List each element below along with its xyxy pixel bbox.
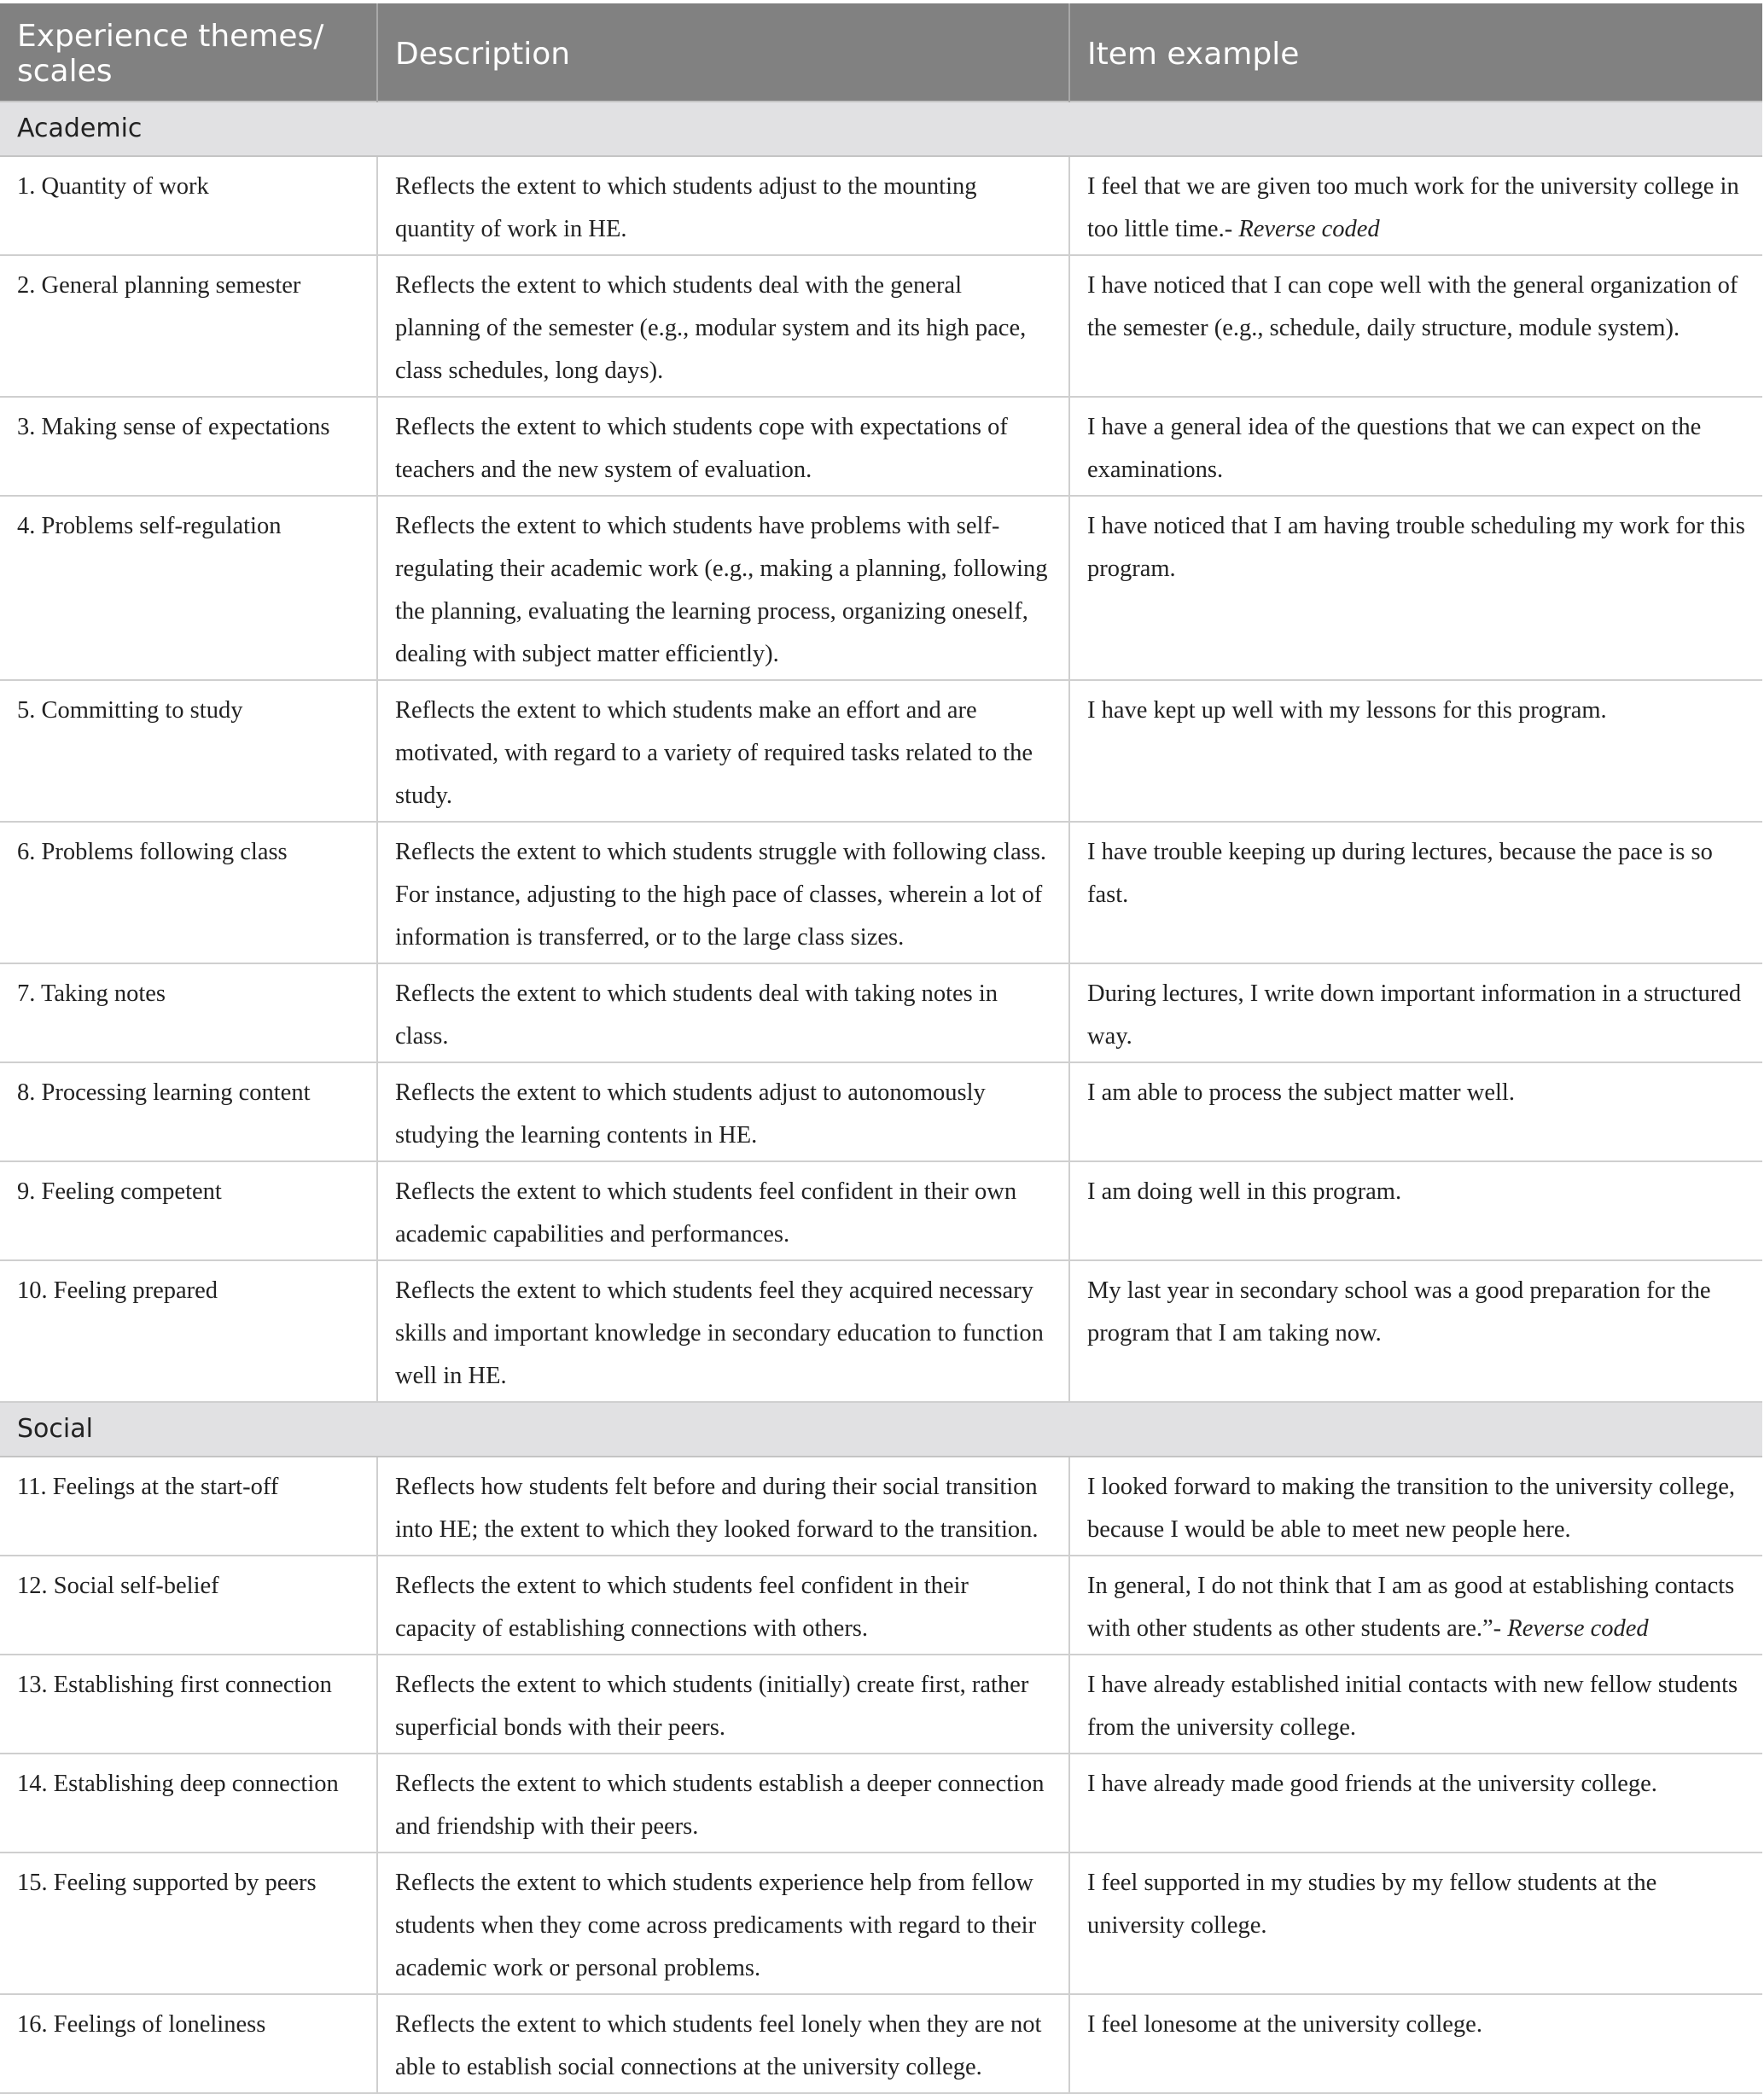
- description-cell: Reflects how students felt before and during their social transition into HE; the extent to which they looked forward to the transition.: [377, 1457, 1069, 1556]
- example-cell: [1069, 156, 1762, 255]
- theme-cell: 13. Establishing first connection: [0, 1655, 377, 1754]
- theme-cell: 6. Problems following class: [0, 822, 377, 963]
- description-cell: Reflects the extent to which students deal with the general planning of the semester (e.g., modular system and its high pace, class schedules, long days).: [377, 255, 1069, 397]
- example-text: I feel supported in my studies by my fellow students at the university college.: [1087, 1870, 1657, 1939]
- example-text: I feel lonesome at the university college.: [1087, 2011, 1482, 2038]
- description-cell: Reflects the extent to which students cope with expectations of teachers and the new system of evaluation.: [377, 397, 1069, 496]
- example-text: I have kept up well with my lessons for this program.: [1087, 697, 1607, 724]
- reverse-coded-note: Reverse coded: [1238, 216, 1380, 242]
- theme-cell: 9. Feeling competent: [0, 1161, 377, 1260]
- example-cell: [1069, 397, 1762, 496]
- theme-cell: 7. Taking notes: [0, 963, 377, 1062]
- example-cell: [1069, 255, 1762, 397]
- scales-table-container: [0, 3, 1762, 2094]
- description-cell: Reflects the extent to which students deal with taking notes in class.: [377, 963, 1069, 1062]
- example-cell: [1069, 1754, 1762, 1853]
- example-text: I have trouble keeping up during lectures, because the pace is so fast.: [1087, 839, 1713, 908]
- theme-cell: 16. Feelings of loneliness: [0, 1994, 377, 2093]
- table-row: [0, 156, 1762, 255]
- description-cell: Reflects the extent to which students feel confident in their own academic capabilities and performances.: [377, 1161, 1069, 1260]
- description-cell: Reflects the extent to which students establish a deeper connection and friendship with their peers.: [377, 1754, 1069, 1853]
- description-cell: Reflects the extent to which students adjust to autonomously studying the learning contents in HE.: [377, 1062, 1069, 1161]
- theme-cell: 10. Feeling prepared: [0, 1260, 377, 1402]
- example-cell: [1069, 1655, 1762, 1754]
- theme-cell: 12. Social self-belief: [0, 1556, 377, 1655]
- table-row: [0, 1556, 1762, 1655]
- table-row: [0, 1457, 1762, 1556]
- theme-cell: 8. Processing learning content: [0, 1062, 377, 1161]
- table-row: [0, 680, 1762, 822]
- example-cell: [1069, 1556, 1762, 1655]
- description-cell: Reflects the extent to which students have problems with self-regulating their academic work (e.g., making a planning, following the planning, evaluating the learning process, organizing oneself, dealing with subject matter efficiently).: [377, 496, 1069, 680]
- header-theme: Experience themes/ scales: [0, 3, 377, 102]
- description-cell: Reflects the extent to which students experience help from fellow students when they come across predicaments with regard to their academic work or personal problems.: [377, 1853, 1069, 1994]
- example-text: I have a general idea of the questions that we can expect on the examinations.: [1087, 414, 1702, 483]
- experience-scales-table: [0, 3, 1762, 2094]
- reverse-coded-note: Reverse coded: [1507, 1615, 1649, 1642]
- table-row: [0, 822, 1762, 963]
- example-cell: [1069, 963, 1762, 1062]
- theme-cell: 1. Quantity of work: [0, 156, 377, 255]
- table-row: [0, 1994, 1762, 2093]
- example-cell: [1069, 1062, 1762, 1161]
- example-cell: [1069, 1457, 1762, 1556]
- theme-cell: 2. General planning semester: [0, 255, 377, 397]
- example-cell: [1069, 1853, 1762, 1994]
- table-row: [0, 1754, 1762, 1853]
- example-text: In general, I do not think that I am as good at establishing contacts with other students as other students are.”-: [1087, 1573, 1735, 1642]
- example-cell: [1069, 1161, 1762, 1260]
- theme-cell: 14. Establishing deep connection: [0, 1754, 377, 1853]
- description-cell: Reflects the extent to which students adjust to the mounting quantity of work in HE.: [377, 156, 1069, 255]
- example-text: I looked forward to making the transition to the university college, because I would be able to meet new people here.: [1087, 1474, 1736, 1543]
- section-title: Academic: [0, 102, 1762, 156]
- theme-cell: 3. Making sense of expectations: [0, 397, 377, 496]
- example-text: I have noticed that I can cope well with the general organization of the semester (e.g., schedule, daily structure, module system).: [1087, 272, 1738, 341]
- example-cell: [1069, 680, 1762, 822]
- table-row: [0, 1260, 1762, 1402]
- example-text: I am able to process the subject matter well.: [1087, 1079, 1515, 1106]
- example-text: I feel that we are given too much work for the university college in too little time.-: [1087, 173, 1739, 242]
- table-row: [0, 1853, 1762, 1994]
- theme-cell: 11. Feelings at the start-off: [0, 1457, 377, 1556]
- example-text: My last year in secondary school was a good preparation for the program that I am taking now.: [1087, 1277, 1711, 1347]
- example-cell: [1069, 496, 1762, 680]
- section-title: Social: [0, 1402, 1762, 1457]
- example-cell: [1069, 1260, 1762, 1402]
- section-row: [0, 1402, 1762, 1457]
- table-body: [0, 102, 1762, 2093]
- header-description: Description: [377, 3, 1069, 102]
- example-text: I have noticed that I am having trouble scheduling my work for this program.: [1087, 513, 1745, 582]
- table-row: [0, 1655, 1762, 1754]
- example-text: During lectures, I write down important information in a structured way.: [1087, 980, 1742, 1050]
- description-cell: Reflects the extent to which students (initially) create first, rather superficial bonds with their peers.: [377, 1655, 1069, 1754]
- description-cell: Reflects the extent to which students struggle with following class. For instance, adjusting to the high pace of classes, wherein a lot of information is transferred, or to the large class sizes.: [377, 822, 1069, 963]
- table-row: [0, 255, 1762, 397]
- example-cell: [1069, 822, 1762, 963]
- example-text: I have already made good friends at the university college.: [1087, 1771, 1657, 1797]
- theme-cell: 15. Feeling supported by peers: [0, 1853, 377, 1994]
- example-text: I have already established initial contacts with new fellow students from the university college.: [1087, 1672, 1738, 1741]
- header-example: Item example: [1069, 3, 1762, 102]
- example-text: I am doing well in this program.: [1087, 1178, 1402, 1205]
- table-row: [0, 963, 1762, 1062]
- description-cell: Reflects the extent to which students feel they acquired necessary skills and important knowledge in secondary education to function well in HE.: [377, 1260, 1069, 1402]
- table-row: [0, 1062, 1762, 1161]
- header-row: [0, 3, 1762, 102]
- section-row: [0, 102, 1762, 156]
- description-cell: Reflects the extent to which students feel lonely when they are not able to establish social connections at the university college.: [377, 1994, 1069, 2093]
- table-row: [0, 397, 1762, 496]
- description-cell: Reflects the extent to which students make an effort and are motivated, with regard to a variety of required tasks related to the study.: [377, 680, 1069, 822]
- theme-cell: 4. Problems self-regulation: [0, 496, 377, 680]
- table-row: [0, 1161, 1762, 1260]
- description-cell: Reflects the extent to which students feel confident in their capacity of establishing connections with others.: [377, 1556, 1069, 1655]
- example-cell: [1069, 1994, 1762, 2093]
- table-row: [0, 496, 1762, 680]
- theme-cell: 5. Committing to study: [0, 680, 377, 822]
- table-header: [0, 3, 1762, 102]
